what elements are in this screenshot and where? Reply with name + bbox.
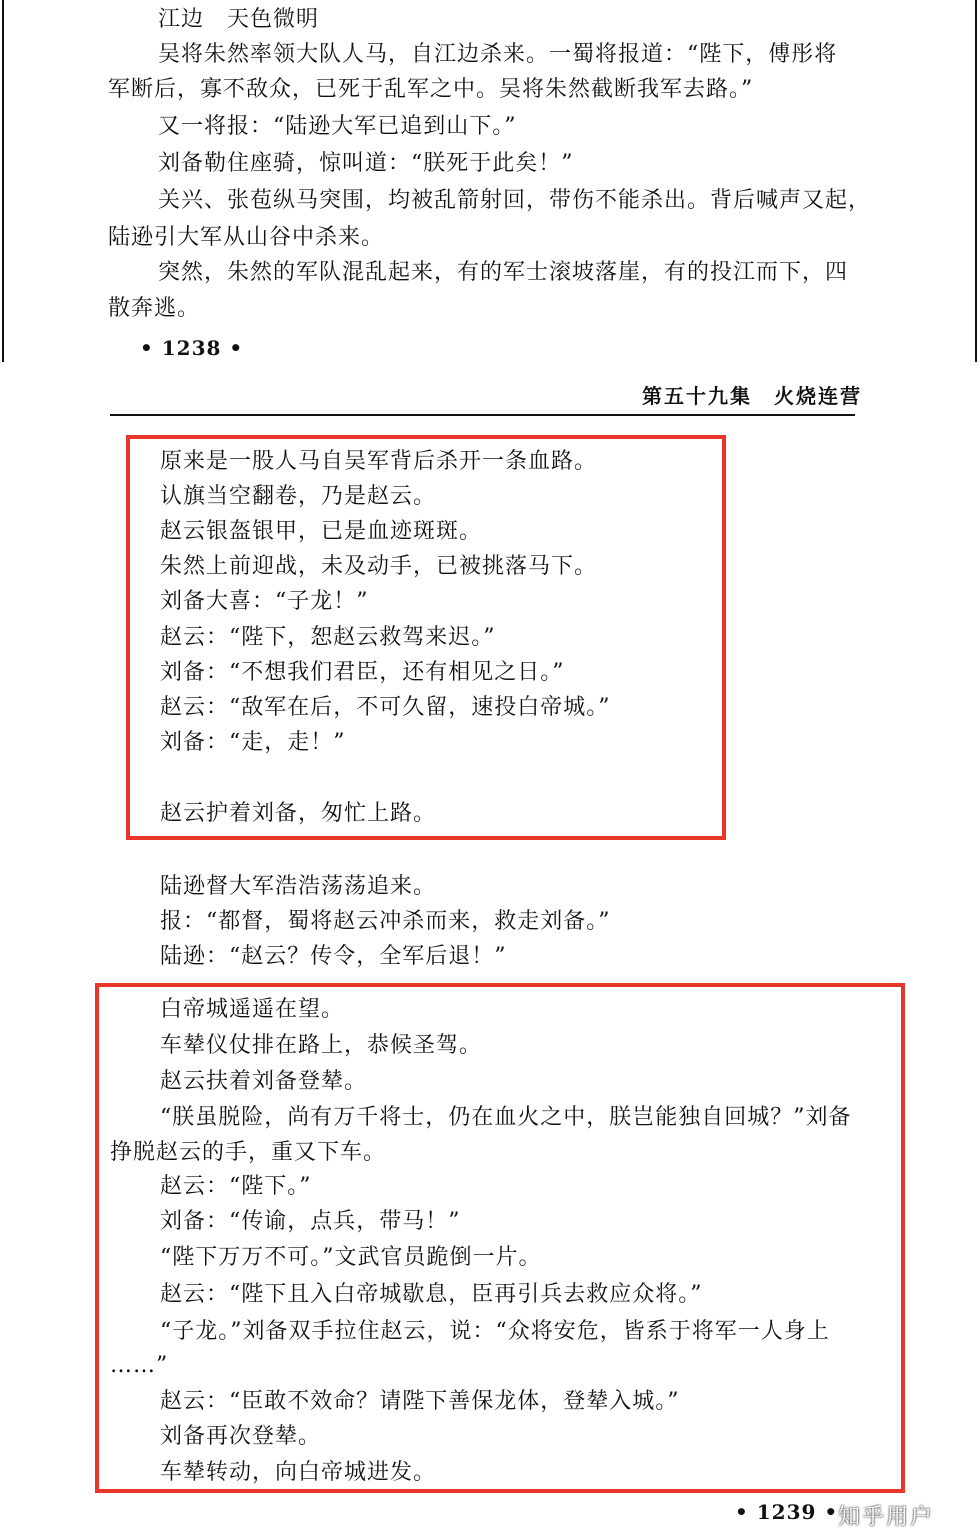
text-line: 吴将朱然率领大队人马，自江边杀来。一蜀将报道：“陛下，傅彤将	[158, 42, 838, 67]
text-line: 赵云：“敌军在后，不可久留，速投白帝城。”	[160, 695, 611, 720]
text-line: 陆逊：“赵云？传令，全军后退！”	[160, 944, 507, 969]
text-line: 刘备勒住座骑，惊叫道：“朕死于此矣！”	[158, 151, 574, 176]
text-line: 刘备：“不想我们君臣，还有相见之日。”	[160, 660, 565, 685]
text-line: “陛下万万不可。”文武官员跪倒一片。	[160, 1245, 542, 1270]
text-line: 军断后，寡不敌众，已死于乱军之中。吴将朱然截断我军去路。”	[108, 77, 754, 102]
text-line: ……”	[110, 1353, 169, 1378]
text-line: 赵云：“臣敢不效命？请陛下善保龙体，登辇入城。”	[160, 1389, 680, 1414]
text-line: 刘备大喜：“子龙！”	[160, 589, 369, 614]
text-line: 朱然上前迎战，未及动手，已被挑落马下。	[160, 554, 598, 579]
text-line: 江边 天色微明	[158, 7, 320, 32]
header-rule	[110, 414, 855, 416]
text-line: 刘备再次登辇。	[160, 1424, 322, 1449]
text-line: 关兴、张苞纵马突围，均被乱箭射回，带伤不能杀出。背后喊声又起，	[158, 188, 872, 213]
text-line: 散奔逃。	[108, 296, 201, 321]
text-line: 赵云：“陛下且入白帝城歇息，臣再引兵去救应众将。”	[160, 1282, 703, 1307]
text-line: 陆逊督大军浩浩荡荡追来。	[160, 874, 437, 899]
text-line: 赵云：“陛下，恕赵云救驾来迟。”	[160, 625, 496, 650]
page-left-border	[2, 0, 4, 362]
text-line: 车辇转动，向白帝城进发。	[160, 1460, 437, 1485]
page-right-border	[975, 0, 977, 362]
text-line: 认旗当空翻卷，乃是赵云。	[160, 484, 437, 509]
text-line: 车辇仪仗排在路上，恭候圣驾。	[160, 1033, 483, 1058]
text-line: “子龙。”刘备双手拉住赵云，说：“众将安危，皆系于将军一人身上	[160, 1319, 830, 1344]
text-line: 突然，朱然的军队混乱起来，有的军士滚坡落崖，有的投江而下，四	[158, 260, 849, 285]
text-line: 白帝城遥遥在望。	[160, 997, 345, 1022]
text-line: 报：“都督，蜀将赵云冲杀而来，救走刘备。”	[160, 909, 611, 934]
page-number-1238: • 1238 •	[140, 336, 244, 360]
watermark: 知乎用户	[838, 1505, 935, 1530]
text-line: 挣脱赵云的手，重又下车。	[110, 1140, 387, 1165]
text-line: 刘备：“走，走！”	[160, 730, 346, 755]
chapter-header: 第五十九集 火烧连营	[642, 384, 862, 408]
text-line: 赵云：“陛下。”	[160, 1174, 312, 1199]
text-line: 又一将报：“陆逊大军已追到山下。”	[158, 114, 517, 139]
text-line: 赵云银盔银甲，已是血迹斑斑。	[160, 519, 483, 544]
text-line: 刘备：“传谕，点兵，带马！”	[160, 1209, 461, 1234]
text-line: “朕虽脱险，尚有万千将士，仍在血火之中，朕岂能独自回城？”刘备	[160, 1105, 852, 1130]
text-line: 原来是一股人马自吴军背后杀开一条血路。	[160, 449, 598, 474]
text-line: 赵云扶着刘备登辇。	[160, 1069, 368, 1094]
text-line: 赵云护着刘备，匆忙上路。	[160, 801, 437, 826]
page-number-1239: • 1239 •	[735, 1500, 839, 1524]
text-line: 陆逊引大军从山谷中杀来。	[108, 225, 385, 250]
